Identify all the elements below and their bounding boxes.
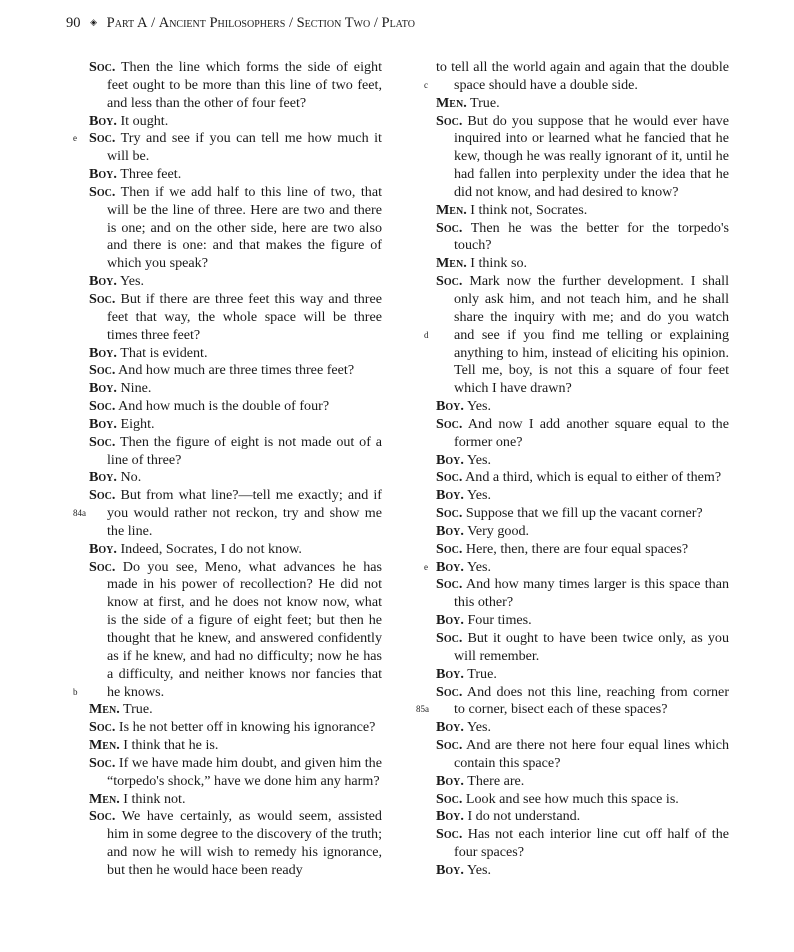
dialogue-text: I think that he is.: [123, 737, 219, 754]
dialogue-text: And does not this line, reaching from corner to corner, bisect each of these spaces?: [454, 683, 730, 718]
speaker-label: Boy.: [89, 166, 117, 183]
speaker-label: Soc.: [436, 505, 463, 522]
speaker-label: Men.: [436, 255, 467, 272]
speaker-label: Soc.: [89, 183, 116, 200]
speaker-label: Soc.: [89, 754, 116, 771]
speaker-label: Boy.: [436, 665, 464, 682]
dialogue-line: [89, 59, 382, 113]
dialogue-line: [89, 345, 382, 363]
dialogue-line: [436, 541, 729, 559]
dialogue-line: [89, 113, 382, 131]
dialogue-text: True.: [123, 701, 153, 718]
dialogue-line: [436, 220, 729, 256]
dialogue-text: Then the line which forms the side of eight feet ought to be more than this line of two feet, and less than the other of four feet?: [107, 59, 382, 111]
speaker-label: Boy.: [436, 451, 464, 468]
dialogue-line: [436, 452, 729, 470]
dialogue-line: [436, 505, 729, 523]
speaker-label: Soc.: [89, 59, 116, 75]
dialogue-text: There are.: [467, 772, 525, 789]
dialogue-line: [73, 558, 382, 702]
speaker-label: Soc.: [436, 826, 463, 843]
dialogue-line: [89, 541, 382, 559]
speaker-label: Soc.: [89, 558, 116, 575]
dialogue-text: Indeed, Socrates, I do not know.: [120, 540, 302, 557]
speaker-label: Men.: [436, 94, 467, 111]
speaker-label: Boy.: [436, 487, 464, 504]
dialogue-line: [436, 773, 729, 791]
speaker-label: Boy.: [436, 808, 464, 825]
dialogue-line: [436, 576, 729, 612]
dialogue-text: I think so.: [470, 255, 528, 272]
speaker-label: Soc.: [436, 737, 463, 754]
header-subject: Plato: [381, 15, 415, 31]
dialogue-line: [89, 184, 382, 273]
speaker-label: Boy.: [89, 415, 117, 432]
speaker-label: Boy.: [89, 344, 117, 361]
dialogue-line: [89, 469, 382, 487]
dialogue-text: True.: [470, 94, 500, 111]
right-column: [416, 59, 730, 880]
dialogue-text: But if there are three feet this way and three feet that way, the whole space will be three times three feet?: [107, 290, 382, 343]
dialogue-text: Yes.: [466, 861, 491, 878]
dialogue-text: Three feet.: [120, 166, 182, 183]
speaker-label: Boy.: [436, 558, 464, 575]
dialogue-line: [89, 791, 382, 809]
speaker-label: Soc.: [436, 112, 463, 129]
dialogue-line: [436, 523, 729, 541]
stephanus-margin-number: e: [424, 561, 428, 572]
dialogue-line: [436, 612, 729, 630]
speaker-label: Men.: [436, 201, 467, 218]
dialogue-text: I do not understand.: [467, 808, 581, 825]
dialogue-text: Has not each interior line cut off half of the four spaces?: [454, 826, 729, 861]
speaker-label: Soc.: [436, 576, 463, 593]
dialogue-line: [436, 719, 729, 737]
speaker-label: Soc.: [89, 487, 116, 504]
speaker-label: Soc.: [89, 398, 116, 415]
dialogue-text: Yes.: [466, 451, 491, 468]
dialogue-line: [436, 666, 729, 684]
dialogue-line: [89, 273, 382, 291]
speaker-label: Boy.: [436, 612, 464, 629]
speaker-label: Boy.: [89, 380, 117, 397]
dialogue-text: We have certainly, as would seem, assisted him in some degree to the discovery of the truth; and now he will wish to remedy his ignorance, but then he would hace been ready: [107, 808, 382, 878]
speaker-label: Soc.: [436, 469, 463, 486]
header-separator: /: [288, 15, 293, 31]
dialogue-text: Very good.: [467, 522, 530, 539]
stephanus-margin-number: e: [73, 133, 77, 144]
dialogue-line: [436, 487, 729, 505]
dialogue-line: [436, 737, 729, 773]
stephanus-margin-number: b: [73, 686, 78, 697]
dialogue-text: Here, then, there are four equal spaces?: [465, 540, 689, 557]
stephanus-margin-number: c: [424, 79, 428, 90]
stephanus-margin-number: d: [424, 329, 429, 340]
running-header: [66, 15, 415, 32]
dialogue-line: [89, 416, 382, 434]
header-section: Section Two: [296, 15, 371, 31]
dialogue-line: [89, 434, 382, 470]
speaker-label: Boy.: [89, 112, 117, 129]
dialogue-text: No.: [120, 469, 142, 486]
dialogue-text: But do you suppose that he would ever have inquired into or learned what he fancied that he kew, though he was really ignorant of it, until he had fallen into perplexity under the idea that he did not know, and had desired to know?: [454, 112, 729, 200]
speaker-label: Boy.: [436, 772, 464, 789]
dialogue-line: [89, 166, 382, 184]
dialogue-text: Four times.: [467, 612, 532, 629]
stephanus-margin-number: 84a: [73, 508, 86, 519]
dialogue-line: [436, 808, 729, 826]
dialogue-text: And a third, which is equal to either of them?: [465, 469, 722, 486]
speaker-label: Soc.: [436, 540, 463, 557]
dialogue-line: [436, 95, 729, 113]
header-separator: /: [373, 15, 378, 31]
dialogue-line: [89, 362, 382, 380]
speaker-label: Boy.: [89, 273, 117, 290]
dialogue-line: [89, 291, 382, 345]
dialogue-line: [436, 791, 729, 809]
speaker-label: Soc.: [436, 683, 463, 700]
ornament-icon: ◈: [90, 17, 98, 27]
dialogue-text: to tell all the world again and again that the double space should have a double side.: [436, 59, 729, 93]
speaker-label: Boy.: [89, 469, 117, 486]
dialogue-text: And how many times larger is this space than this other?: [454, 576, 730, 611]
dialogue-text: If we have made him doubt, and given him the “torpedo's shock,” have we done him any harm?: [107, 754, 382, 789]
left-column: [73, 59, 382, 880]
dialogue-line: [424, 59, 729, 95]
dialogue-line: [424, 273, 729, 398]
dialogue-line: [424, 558, 729, 577]
speaker-label: Soc.: [89, 433, 116, 450]
dialogue-text: Do you see, Meno, what advances he has made in his power of recollection? He did not know at first, and he does not know now, what is the side of a figure of eight feet; but then he thought that he knew, and answered confidently as if he knew, and had no difficulty; now he has a difficulty, and neither knows nor fancies that he knows.: [107, 558, 382, 700]
dialogue-text: But it ought to have been twice only, as you will remember.: [454, 630, 729, 664]
speaker-label: Men.: [89, 790, 120, 807]
dialogue-line: [89, 737, 382, 755]
header-separator: /: [151, 15, 156, 31]
dialogue-text: But from what line?—tell me exactly; and if you would rather not reckon, try and show me the line.: [107, 487, 382, 539]
dialogue-text: Suppose that we fill up the vacant corner?: [465, 505, 703, 522]
dialogue-line: [73, 130, 382, 166]
dialogue-line: [436, 469, 729, 487]
speaker-label: Soc.: [89, 362, 116, 379]
dialogue-line: [89, 380, 382, 398]
dialogue-text: Yes.: [466, 719, 491, 736]
dialogue-line: [436, 862, 729, 880]
stephanus-margin-number: 85a: [416, 704, 429, 715]
dialogue-line: [436, 630, 729, 666]
dialogue-text: Mark now the further development. I shall only ask him, and not teach him, and he shall share the inquiry with me; and do you watch and see if you find me telling or explaining anything to him, instead of eliciting his opinion. Tell me, boy, is not this a square of four feet which I have drawn?: [454, 273, 729, 397]
dialogue-text: Then if we add half to this line of two, that will be the line of three. Here are two and there is one; and on the other side, here are two also and there is one: and that makes the figure of which you speak?: [107, 183, 382, 272]
speaker-label: Boy.: [436, 522, 464, 539]
dialogue-line: [416, 683, 730, 720]
header-title: Ancient Philosophers: [158, 15, 286, 31]
speaker-label: Boy.: [436, 719, 464, 736]
dialogue-text: Yes.: [466, 487, 491, 504]
dialogue-text: I think not.: [123, 790, 186, 807]
speaker-label: Soc.: [436, 415, 463, 432]
speaker-label: Men.: [89, 701, 120, 718]
speaker-label: Soc.: [436, 219, 463, 236]
dialogue-line: [436, 202, 729, 220]
dialogue-line: [89, 398, 382, 416]
dialogue-line: [89, 701, 382, 719]
speaker-label: Boy.: [436, 861, 464, 878]
speaker-label: Soc.: [89, 719, 116, 736]
speaker-label: Soc.: [436, 273, 463, 290]
dialogue-text: Look and see how much this space is.: [465, 790, 679, 807]
dialogue-text: Try and see if you can tell me how much it will be.: [107, 130, 382, 165]
dialogue-text: I think not, Socrates.: [470, 201, 588, 218]
dialogue-text: And now I add another square equal to the former one?: [454, 415, 729, 450]
speaker-label: Soc.: [89, 808, 116, 825]
dialogue-line: [436, 416, 729, 452]
dialogue-text: And are there not here four equal lines which contain this space?: [454, 737, 729, 771]
dialogue-text: Eight.: [120, 415, 155, 432]
dialogue-text: Yes.: [466, 558, 491, 575]
speaker-label: Soc.: [436, 630, 463, 646]
dialogue-line: [436, 826, 729, 862]
dialogue-line: [89, 755, 382, 791]
dialogue-line: [436, 255, 729, 273]
dialogue-text: And how much are three times three feet?: [118, 362, 355, 379]
dialogue-text: And how much is the double of four?: [118, 398, 330, 415]
header-part: Part A: [106, 15, 148, 31]
dialogue-text: Then the figure of eight is not made out of a line of three?: [107, 433, 382, 468]
dialogue-text: True.: [467, 665, 497, 682]
dialogue-line: [89, 719, 382, 737]
dialogue-text: It ought.: [120, 112, 169, 129]
speaker-label: Soc.: [436, 790, 463, 807]
dialogue-text: Is he not better off in knowing his ignorance?: [118, 719, 376, 736]
dialogue-text: Nine.: [120, 380, 152, 397]
dialogue-line: [436, 398, 729, 416]
speaker-label: Soc.: [89, 130, 116, 147]
speaker-label: Men.: [89, 737, 120, 754]
dialogue-text: Yes.: [466, 398, 491, 415]
dialogue-text: That is evident.: [120, 344, 208, 361]
page-number: 90: [66, 15, 81, 31]
dialogue-text: Then he was the better for the torpedo's touch?: [454, 219, 729, 254]
speaker-label: Boy.: [436, 398, 464, 415]
dialogue-line: [73, 487, 382, 541]
dialogue-line: [89, 808, 382, 879]
dialogue-line: [436, 113, 729, 202]
speaker-label: Soc.: [89, 290, 116, 307]
dialogue-text: Yes.: [119, 273, 144, 290]
speaker-label: Boy.: [89, 540, 117, 557]
